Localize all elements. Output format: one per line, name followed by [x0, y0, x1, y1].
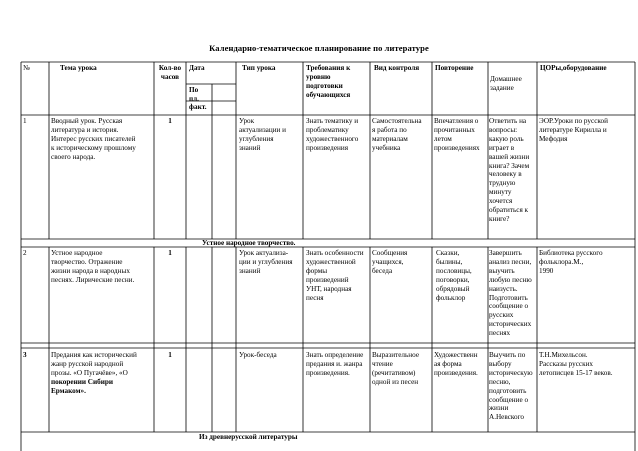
- page-title: Календарно-тематическое планирование по литературе: [209, 43, 429, 53]
- row-1-requirements: Знать тематику и проблематику художественного произведения: [306, 117, 359, 152]
- row-2-num: 2: [23, 249, 27, 257]
- header-control: Вид контроля: [374, 64, 420, 72]
- header-requirements: Требования к уровню подготовки обучающихся: [306, 64, 351, 99]
- row-3-topic: Предания как исторический жанр русской народной прозы. «О Пугачёве», «О покорении Сибири Ермаком».: [51, 351, 137, 395]
- header-num: №: [23, 64, 30, 72]
- row-3-hours: 1: [168, 351, 172, 359]
- header-homework: Домашнее задание: [490, 75, 522, 92]
- header-hours: Кол-во часов: [158, 64, 182, 81]
- row-1-num: 1: [23, 117, 27, 125]
- row-3-type: Урок-беседа: [239, 351, 277, 359]
- section-oral-folk: Устное народное творчество.: [202, 239, 296, 247]
- row-2-resources: Библиотека русского фольклора.М., 1990: [539, 249, 603, 275]
- header-date-plan: По пл.: [189, 86, 199, 103]
- row-3-homework: Выучить по выбору историческую песню, подготовить сообщение о жизни А.Невского: [489, 351, 533, 422]
- header-review: Повторение: [435, 64, 474, 72]
- section-old-russian: Из древнерусской литературы: [199, 433, 298, 441]
- row-3-review: Художественн ая форма произведения.: [434, 351, 478, 377]
- row-1-control: Самостоятельна я работа по материалам учебника: [372, 117, 422, 152]
- row-1-resources: ЭОР.Уроки по русской литературе Кирилла и Мефодия: [539, 117, 608, 143]
- row-3-control: Выразительное чтение (речитативом) одной из песен: [372, 351, 420, 386]
- row-3-requirements: Знать определение предания и. жанра произведения.: [306, 351, 364, 377]
- row-2-hours: 1: [168, 249, 172, 257]
- row-3-resources: Т.Н.Михельсон. Рассказы русских летописцев 15-17 веков.: [539, 351, 613, 377]
- row-1-hours: 1: [168, 117, 172, 125]
- header-lesson-type: Тип урока: [242, 64, 276, 72]
- row-1-topic: Вводный урок. Русская литература и история. Интерес русских писателей к историческому прошлому своего народа.: [51, 117, 136, 161]
- row-1-homework: Ответить на вопросы: какую роль играет в вашей жизни книга? Зачем человеку в трудную минуту хочется обратиться к книге?: [489, 117, 530, 223]
- row-2-homework: Завершить анализ песни, выучить любую песню наизусть. Подготовить сообщение о русских исторических песнях: [489, 249, 532, 338]
- header-topic: Тема урока: [60, 64, 97, 72]
- row-1-review: Впечатления о прочитанных летом произведениях: [434, 117, 480, 152]
- row-3-num: 3: [23, 351, 27, 359]
- row-2-type: Урок актуализа- ции и углубления знаний: [239, 249, 293, 275]
- row-2-topic: Устное народное творчество. Отражение жизни народа в народных песнях. Лирические песни.: [51, 249, 135, 284]
- row-1-type: Урок актуализации и углубления знаний: [239, 117, 287, 152]
- row-2-control: Сообщения учащихся, беседа: [372, 249, 408, 275]
- header-date-fact: факт.: [189, 103, 207, 111]
- header-date: Дата: [189, 64, 205, 72]
- row-2-requirements: Знать особенности художественной формы произведений УНТ, народная песня: [306, 249, 364, 302]
- header-resources: ЦОРы,оборудование: [540, 64, 607, 72]
- row-2-review: Сказки, былины, пословицы, поговорки, обрядовый фольклор: [436, 249, 472, 302]
